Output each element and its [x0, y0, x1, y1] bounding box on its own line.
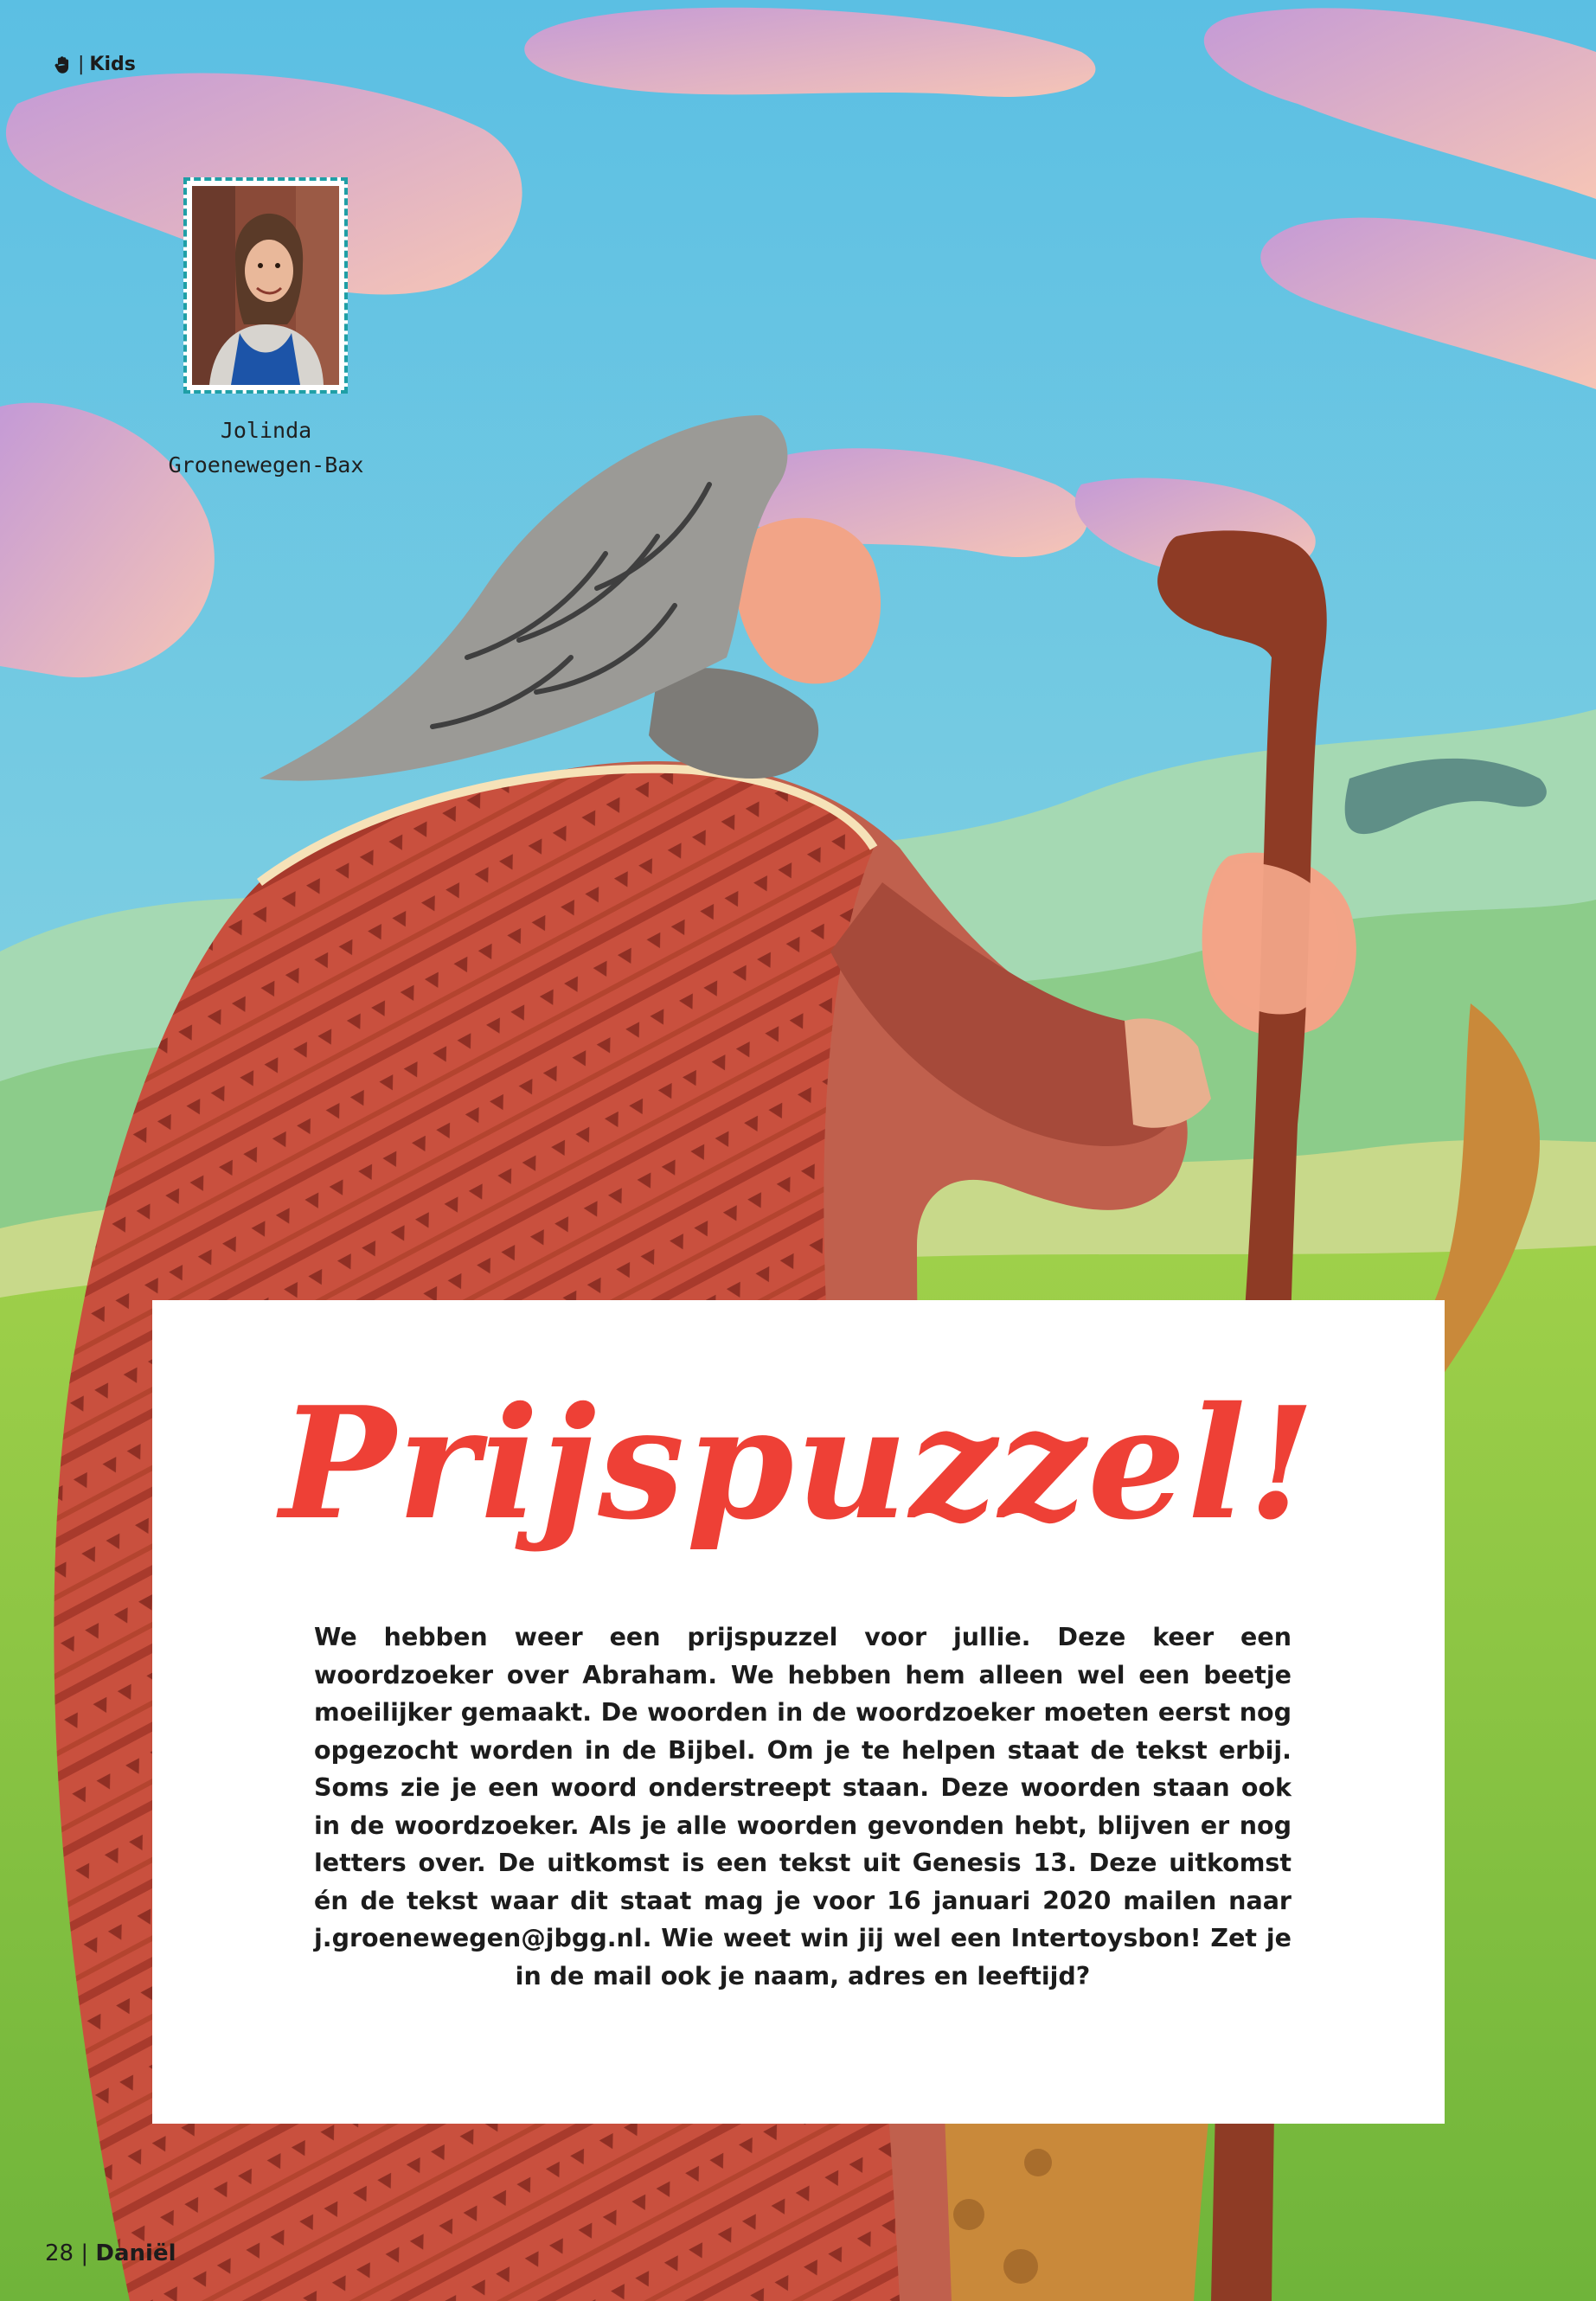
- section-label: [54, 54, 136, 75]
- puzzle-title: Prijspuzzel!: [279, 1373, 1317, 1554]
- author-name: [104, 413, 428, 483]
- page-footer: [45, 2240, 176, 2266]
- footer-separator: |: [80, 2240, 89, 2266]
- page-number: 28: [45, 2240, 74, 2266]
- author-photo: [192, 186, 339, 385]
- hand-icon: [54, 55, 73, 74]
- author-photo-frame: [183, 177, 348, 394]
- section-divider: |: [78, 54, 85, 75]
- author-last-name: Groenewegen-Bax: [168, 452, 364, 478]
- puzzle-intro: We hebben weer een prijspuzzel voor jullie. Deze keer een woordzoeker over Abraham. We hebben hem alleen wel een beetje moeilijker gemaakt. De woorden in de woordzoeker moeten eerst nog opgezocht worden in de Bijbel. Om je te helpen staat de tekst erbij. Soms zie je een woord onderstreept staan. Deze woorden staan ook in de woordzoeker. Als je alle woorden gevonden hebt, blijven er nog letters over. De uitkomst is een tekst uit Genesis 13. Deze uitkomst én de tekst waar dit staat mag je voor 16 januari 2020 mailen naar j.groenewegen@jbgg.nl. Wie weet win jij wel een Intertoysbon! Zet je in de mail ook je naam, adres en leeftijd?: [314, 1623, 1292, 1990]
- author-first-name: Jolinda: [220, 418, 312, 443]
- puzzle-card: [152, 1300, 1445, 2124]
- magazine-name: Daniël: [95, 2240, 176, 2266]
- section-label-text: Kids: [89, 54, 136, 75]
